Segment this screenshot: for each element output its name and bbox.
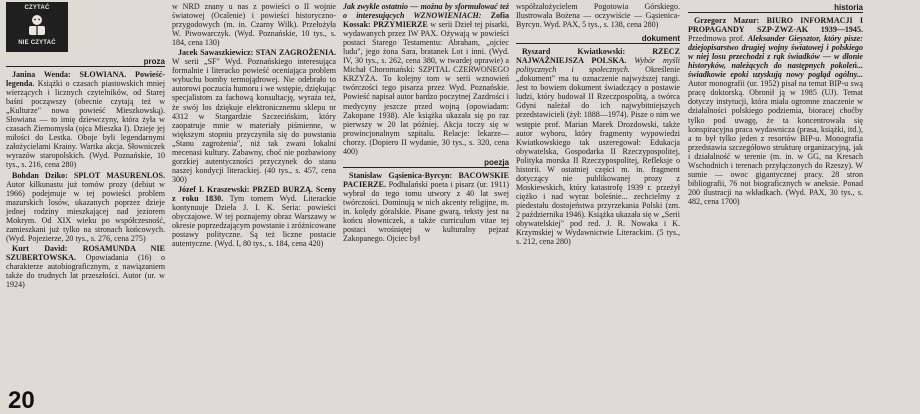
column-2 [172, 2, 336, 411]
column-1 [6, 56, 165, 386]
review-author: Jacek Sawaszkiewicz: [178, 48, 254, 58]
review-entry [6, 171, 165, 243]
review-author: Zofia Kossak: [343, 11, 509, 30]
review-title: STAN ZAGROŻENIA. [255, 48, 336, 58]
review-body: W serii „SF" Wyd. Poznańskiego interesująca formalnie i literacko powieść oceniająca problem wybuchu bomby termojądrowej. Nie odebrało to autorowi poczucia humoru i we wstępie, dziękując specjalistom za fachową konsultację, wyraża też, że swój los dziękuje elektronicznemu sklepu nr 4312 w Stargardzie Szczecińskim, który zaopatruje mnie w materiały piśmienne, w większym stopniu przyczyniła się do powstania „Stanu zagrożenia", niż tak zwani lokalni mecenasi kultury. Zabawny, choć nie pozbawiony gorzkiej autentyczności przyczynek do stanu naszej kondycji literackiej. (40 tys., s. 457, cena 300) [172, 57, 336, 184]
review-author: Grzegorz Mazur: [694, 16, 760, 25]
category-heading-poezja: poezja [343, 157, 509, 168]
review-continuation [516, 2, 680, 29]
review-title: PRZED BURZĄ. Sceny z roku 1830. [172, 184, 336, 203]
category-heading-dokument: dokument [516, 33, 680, 44]
review-entry [343, 2, 509, 156]
category-heading-historia: historia [688, 2, 863, 13]
review-author: Janina Wenda: [12, 70, 71, 79]
category-heading-proza: proza [6, 56, 165, 67]
section-lead: Jak zwykle ostatnio — można by sformułować też o interesujących WZNOWIENIACH: [343, 2, 509, 21]
review-body: w serii Dzieł tej pisarki, wydawanych przez IW PAX. Ożywają w powieści postaci Starego Testamentu: Abraham, „ojciec ludu", jego żona Sara, bratanek Lot i inni. (Wyd. IV, 30 tys., s. 262, cena 380, w twardej oprawie) a Michał Choromański: SZPITAL CZERWONEGO KRZYŻA. To kolejny tom w serii wznowień twórczości tego pisarza przez Wyd. Poznańskie. Powieść napisał autor bardzo poczytnej Zazdrości i medycyny jeszcze przed wojną (opowiadam: Zakopane 1938). Ale książka ukazała się po raz pierwszy w 20 lat później. Akcja toczy się w prowincjonalnym szpitalu. Relacje: lekarze—chorzy. (Dopiero II wydanie, 30 tys., s. 320, cena 400) [343, 20, 509, 156]
review-entry [688, 16, 863, 206]
review-entry [172, 185, 336, 248]
review-body: Podhalański poeta i pisarz (ur. 1911) wybrał do tego tomu utwory z 40 lat swej twórczości. Dominują w nich akcenty religijne, m. in. kolędy góralskie. Pisane gwarą, teksty jest na końcu słowniczek, a także curriculum vitae tej postaci wrośniętej w kulturalny pejzaż Zakopanego. Ojciec był [343, 179, 509, 244]
review-author: Józef I. Kraszewski: [178, 184, 250, 194]
review-author: Kurt David: [12, 243, 68, 253]
review-body: Określenie „dokument" ma tu oznaczenie najwyższej rangi. Jest to bowiem dokument świadczący o postawie ludzi, który budował II Rzeczpospolitą, a twórca Gdyni należał do ich najwybitniejszych przedstawicieli (żył: 1888—1974). Pisze o nim we wstępie prof. Marian Marek Drozdowski, także autor wyboru, który fragmenty wypowiedzi Kwiatkowskiego tak uszeregował: Edukacja obywatelska, Gospodarka II Rzeczypospolitej, Polityka morska II Rzeczypospolitej, Refleksje o historii. W ostatniej części m. in. fragment dotyczący nie publikowanej prozy z Moskiewskich, który katastrofę 1939 r. przeżył ciężko i nad wyraz boleśnie... zechcielmy z piedestału dostojeństwa przyrzekania Polski (zm. 2 października 1946). Książka ukazała się w „Serii obywatelskiej" pod red. J. R. Nowaka i K. Krzymskiej w Wydawnictwie Literackim. (5 tys., s. 212, cena 280) [516, 65, 680, 247]
page-number: 20 [8, 387, 35, 414]
review-body: Tym tomem Wyd. Literackie kontynuuje Dzieła J. I. K. Seria: powieści obyczajowe. W tej poznajemy obraz Warszawy w okresie poprzedzającym powstanie i zróżnicowane postawy polityczne. Są też liczne postacie autentyczne. (Wyd. I, 80 tys., s. 184, cena 420) [172, 193, 336, 249]
review-title: SŁOWIANA. Powieść-legenda. [6, 70, 165, 89]
review-body: Autor monografii (ur. 1952) pisał na temat BIP-u swą pracę doktorską. Obronił ją w 1985 (UJ). Temat dotyczy instytucji, która miała ogromne znaczenie w działalności polskiego podziemia, bioracej choćby tylko pod uwagę, że ta koncentrowała się konspiracyjna praca wydawnicza (prasa, książki, itd.), a to był tylko jeden z resortów BIP-u. Monografia przedstawia szczegółowo strukturę organizacyjną, jak i działalność w terenie (m. in. w GG, na Kresach Wschodnich i terenach przyłączonych do Rzeszy). W sumie — owoc gigantycznej pracy. 28 stron bibliografii, 76 not biograficznych w aneksie. Ponad 200 ilustracji na wkładkach. (Wyd. PAX, 30 tys., s. 482, cena 1700) [688, 79, 863, 206]
review-title: RZECZ NAJWAŻNIEJSZA POLSKA. [516, 47, 680, 66]
review-author: Stanisław Gąsienica-Byrcyn: [349, 170, 453, 180]
column-3 [343, 2, 509, 411]
review-subtitle: Wybór myśli politycznych i społecznych. [516, 56, 680, 75]
review-entry [6, 70, 165, 170]
review-body: Opowiadania (16) o charakterze autobiograficznym, z nawiązaniem także do trudnych lat przeszłości. Autor (ur. w 1924) [6, 252, 165, 290]
review-title: SPLOT MASURENLOS. [73, 170, 165, 180]
logo-line-2: NIE CZYTAĆ [18, 40, 56, 46]
review-entry [172, 48, 336, 184]
review-continuation [172, 2, 336, 47]
column-logo [6, 2, 68, 52]
column-5 [688, 2, 863, 411]
review-entry [6, 244, 165, 289]
review-body: Książki o czasach piastowskich mniej wierzących i licznych czytelników, od Starej baśni począwszy (obecnie czytają też w „Kulturze" nowa powieść Mieszkowską). Słowiana — to imię dziewczyny, która żyła w czasach Ziemomysła (ojca Mieszka I). Dzieje jej miłości do Lestka. Oboje byli legendarnymi założycielami Krainy. Wartka akcja. Słowniczek wyrazów staropolskich. (Wyd. Poznańskie, 10 tys., s. 216, cena 280) [6, 79, 165, 170]
reading-figure-icon [24, 13, 50, 39]
review-author: Bohdan Dziko: [12, 170, 68, 180]
review-entry [516, 47, 680, 246]
review-intro: Przedmowa prof. [688, 34, 745, 44]
review-title: BIURO INFORMACJI I PROPAGANDY SZP-ZWZ-AK 1939—1945. [688, 16, 863, 35]
review-quote: Aleksander Gieysztor, który pisze: dziejopisarstwo drugiej wojny światowej i polskiego w niej losu przechodzi z rąk świadków — w dłonie historyków, należących do następnych pokoleń... świadkowie epoki uzyskują nowy pogląd ogólny... [688, 34, 863, 80]
review-title: ROSAMUNDA NIE SZUBERTOWSKA. [6, 243, 165, 262]
logo-line-1: CZYTAĆ [24, 5, 50, 11]
review-title: BACOWSKIE PACIERZE. [343, 170, 509, 189]
review-body: współzałożycielem Pogotowia Górskiego. Ilustrowała Bożena — oczywiście — Gąsienica-Byrcyn. Wyd. PAX, 5 tys., s. 138, cena 280) [516, 2, 680, 30]
review-body: Autor kilkunastu już tomów prozy (debiut w 1966) podejmuje w tej powieści problem mazurskich losów, ukazanych poprzez dzieje jednej rodziny mieszkającej nad jeziorem Mokrym. Od XIX wieku po współczesność, zamieszkani już tylko na stronach końcowych. (Wyd. Pojezierze, 20 tys., s. 276, cena 275) [6, 179, 165, 243]
column-4 [516, 2, 680, 411]
review-author: Ryszard Kwiatkowski: [522, 47, 626, 57]
review-entry [343, 171, 509, 243]
review-body: w NRD znany u nas z powieści o II wojnie światowej (Ocalenie) i powieści historyczno-przygodowych (m. in. Czarny Wilk). Przełożyła W. Piwowarczyk. (Wyd. Poznańskie, 10 tys., s. 184, cena 130) [172, 2, 336, 48]
review-title: PRZYMIERZE [373, 20, 428, 30]
